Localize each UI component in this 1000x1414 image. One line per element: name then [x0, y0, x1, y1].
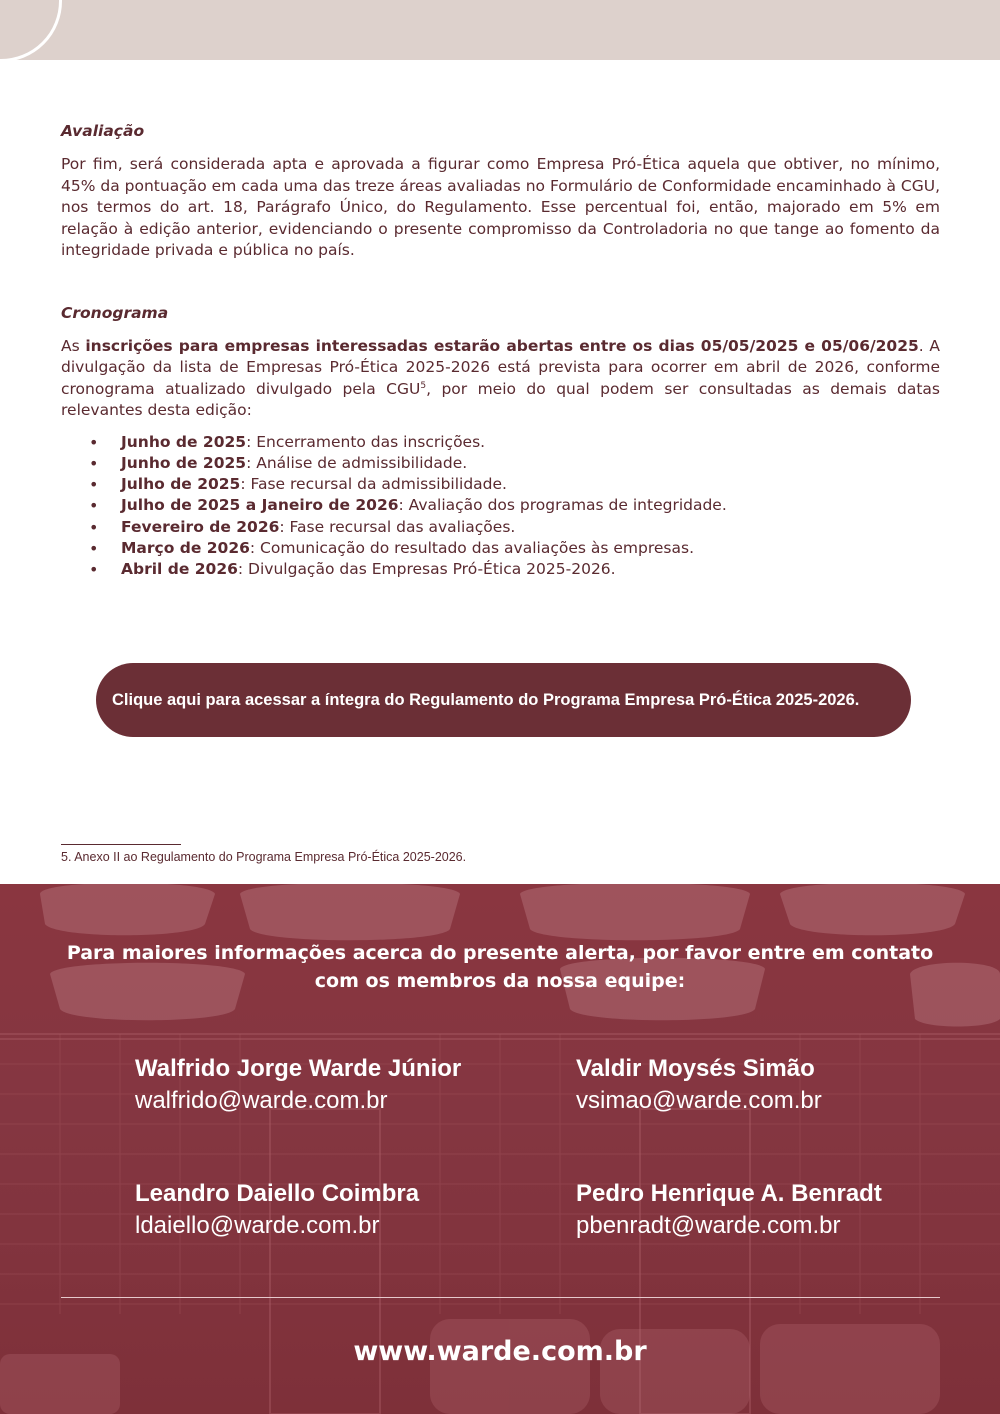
schedule-date: Julho de 2025 a Janeiro de 2026 [121, 496, 399, 515]
member-name: Leandro Daiello Coimbra [135, 1180, 420, 1207]
schedule-item [121, 517, 940, 538]
member-name: Pedro Henrique A. Benradt [576, 1180, 882, 1207]
schedule-item [121, 474, 940, 495]
contact-intro: Para maiores informações acerca do presente alerta, por favor entre em contato com os membros da nossa equipe: [66, 942, 934, 992]
cronograma-intro-bold: inscrições para empresas interessadas estarão abertas entre os dias 05/05/2025 e 05/06/2025 [85, 336, 919, 355]
footnote-reference[interactable]: 5 [420, 380, 427, 391]
schedule-text: : Comunicação do resultado das avaliações às empresas. [249, 538, 694, 557]
schedule-text: : Análise de admissibilidade. [246, 453, 468, 472]
cronograma-intro-pre: As [61, 336, 86, 355]
schedule-text: : Fase recursal das avaliações. [279, 517, 516, 536]
corner-arc-decoration [0, 0, 62, 62]
schedule-item [121, 559, 940, 580]
schedule-item [121, 538, 940, 559]
schedule-text: : Encerramento das inscrições. [246, 432, 486, 451]
schedule-item [121, 432, 940, 453]
team-member [576, 1054, 822, 1116]
schedule-date: Junho de 2025 [121, 432, 247, 451]
contact-section [0, 884, 1000, 1414]
cronograma-paragraph [61, 336, 940, 422]
schedule-date: Julho de 2025 [121, 475, 241, 494]
section-title-cronograma: Cronograma [61, 303, 169, 322]
footnote-text: 5. Anexo II ao Regulamento do Programa Empresa Pró-Ética 2025-2026. [61, 850, 467, 864]
team-member [135, 1054, 461, 1116]
main-content [61, 122, 940, 581]
schedule-item [121, 495, 940, 516]
schedule-text: : Fase recursal da admissibilidade. [240, 475, 507, 494]
footnote-divider [61, 844, 181, 845]
member-email[interactable]: ldaiello@warde.com.br [135, 1212, 380, 1239]
member-name: Walfrido Jorge Warde Júnior [135, 1055, 462, 1082]
regulation-link-button[interactable] [96, 663, 911, 737]
team-member [135, 1179, 419, 1241]
team-member [576, 1179, 882, 1241]
avaliacao-paragraph: Por fim, será considerada apta e aprovada a figurar como Empresa Pró-Ética aquela que obtiver, no mínimo, 45% da pontuação em cada uma das treze áreas avaliadas no Formulário de Conformidade encaminhado à CGU, nos termos do art. 18, Parágrafo Único, do Regulamento. Esse percentual foi, então, majorado em 5% em relação à edição anterior, evidenciando o presente compromisso da Controladoria no que tange ao fomento da integridade privada e pública no país. [61, 155, 940, 259]
schedule-list [61, 432, 940, 581]
member-email[interactable]: vsimao@warde.com.br [576, 1087, 822, 1114]
header-band [0, 0, 1000, 60]
schedule-text: : Divulgação das Empresas Pró-Ética 2025-2026. [237, 560, 616, 579]
schedule-date: Março de 2026 [121, 538, 250, 557]
member-email[interactable]: pbenradt@warde.com.br [576, 1212, 841, 1239]
cronograma-intro-end: , por meio do qual podem ser consultadas as demais datas relevantes desta edição: [61, 379, 941, 419]
member-email[interactable]: walfrido@warde.com.br [135, 1087, 388, 1114]
schedule-date: Junho de 2025 [121, 453, 247, 472]
schedule-item [121, 453, 940, 474]
schedule-date: Abril de 2026 [121, 560, 238, 579]
contact-divider [61, 1297, 940, 1298]
schedule-text: : Avaliação dos programas de integridade. [398, 496, 727, 515]
member-name: Valdir Moysés Simão [576, 1055, 815, 1082]
section-title-avaliacao: Avaliação [61, 122, 145, 140]
regulation-link-label: Clique aqui para acessar a íntegra do Regulamento do Programa Empresa Pró-Ética 2025-2026. [112, 690, 860, 709]
cronograma-intro-post: . A divulgação da lista de Empresas Pró-Ética 2025-2026 está prevista para ocorrer em abril de 2026, conforme cronograma atualizado divulgado pela CGU [61, 336, 941, 398]
website-link[interactable]: www.warde.com.br [353, 1336, 647, 1367]
schedule-date: Fevereiro de 2026 [121, 517, 280, 536]
